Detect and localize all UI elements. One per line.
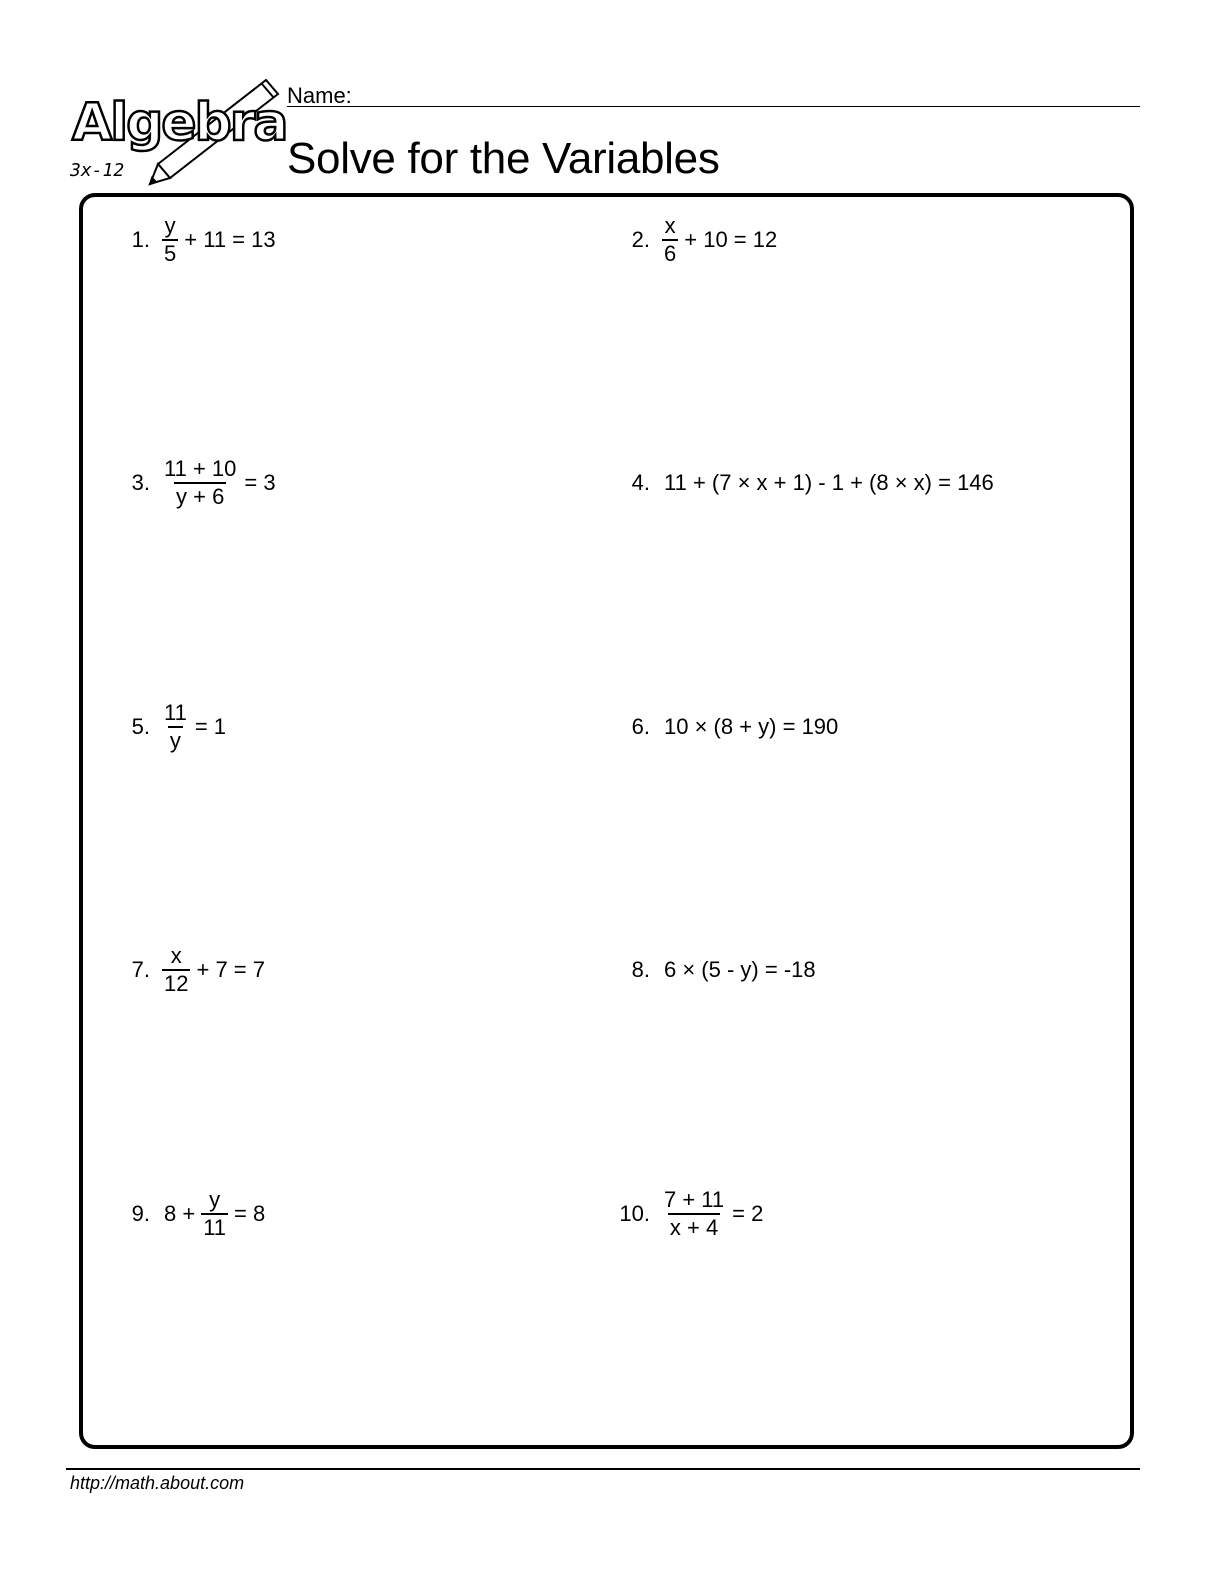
equation-rest: + 7 = 7 [196,957,265,982]
problem-number: 3. [131,470,150,495]
equation-rest: + 11 = 13 [184,227,276,252]
problem-number: 4. [631,470,650,495]
denominator: 12 [164,971,189,996]
name-label: Name: [287,83,352,108]
problem-number: 5. [131,714,150,739]
equation-rest: = 3 [244,470,276,495]
fraction [662,1187,726,1241]
problem-2 [610,210,781,270]
denominator: y + 6 [176,484,225,509]
problem-number: 8. [631,957,650,982]
equation-rest: = 2 [732,1201,764,1226]
equation-rest: = 1 [194,714,227,739]
problem-6 [610,697,842,757]
problem-1 [110,210,280,270]
equation-prefix: 8 + [164,1201,196,1226]
problem-number: 9. [131,1201,150,1226]
problem-7 [110,940,269,1000]
problem-5 [110,697,230,757]
numerator: y [164,213,176,238]
fraction [162,700,189,754]
equation-rest: = 8 [234,1201,266,1226]
problem-number: 7. [131,957,150,982]
problem-number: 1. [131,227,150,252]
equation-text: 6 × (5 - y) = -18 [664,957,816,982]
fraction [162,943,190,997]
problem-10 [610,1184,767,1244]
denominator: x + 4 [669,1215,719,1240]
equation-rest: + 10 = 12 [684,227,778,252]
svg-text:3x-12: 3x-12 [70,160,125,181]
denominator: 5 [164,241,177,266]
numerator: 11 [164,700,187,725]
fraction [662,213,678,267]
numerator: x [170,943,182,968]
problem-9 [110,1184,269,1244]
problem-number: 10. [619,1201,650,1226]
footer-url[interactable]: http://math.about.com [70,1473,245,1493]
problems-frame [79,193,1134,1449]
denominator: 11 [203,1215,227,1240]
numerator: 7 + 11 [664,1187,725,1212]
problem-number: 6. [631,714,650,739]
numerator: x [664,213,676,238]
svg-text:Algebra: Algebra [72,93,287,153]
problem-number: 2. [631,227,650,252]
denominator: y [169,728,181,753]
fraction [201,1187,228,1241]
problem-8 [610,940,820,1000]
denominator: 6 [664,241,677,266]
fraction [162,213,178,267]
numerator: y [209,1187,221,1212]
equation-text: 10 × (8 + y) = 190 [664,714,839,739]
equation-text: 11 + (7 × x + 1) - 1 + (8 × x) = 146 [664,470,994,495]
footer-divider [66,1468,1140,1470]
problem-3 [110,453,280,513]
name-input-line[interactable] [287,106,1140,107]
algebra-logo [66,72,296,188]
fraction [162,456,238,510]
problem-4 [610,453,998,513]
page-title: Solve for the Variables [287,134,720,183]
numerator: 11 + 10 [164,456,237,481]
